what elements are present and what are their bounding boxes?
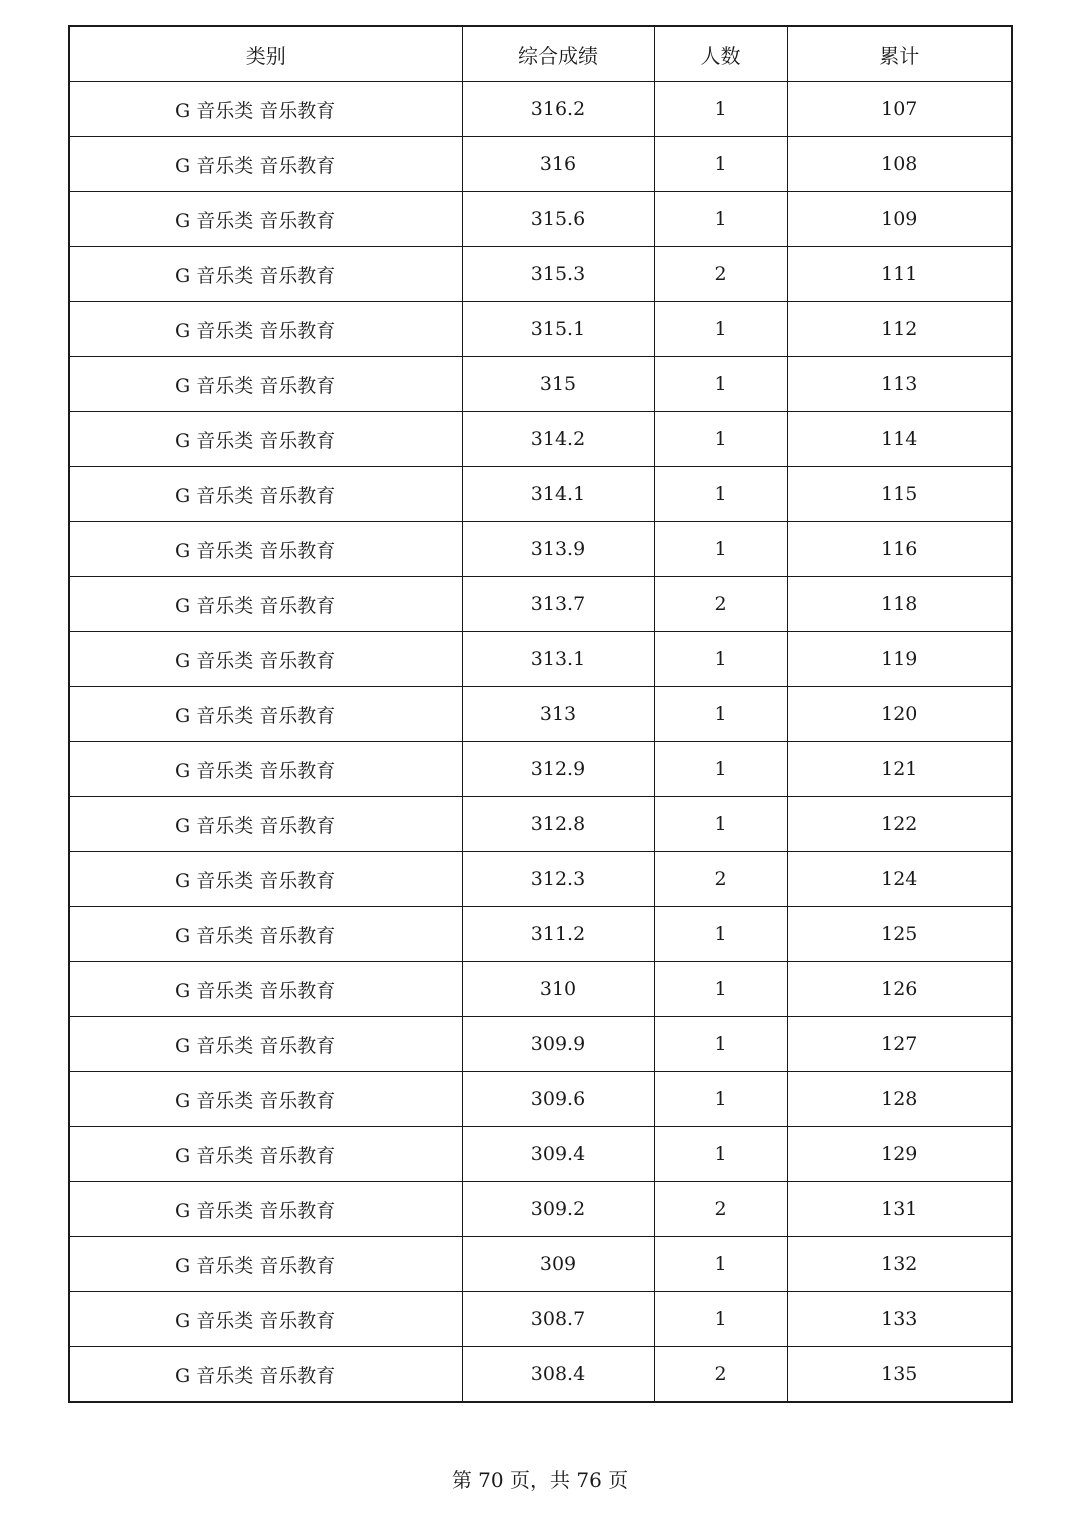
cell-score: 313.1: [462, 632, 654, 687]
cell-cumulative: 109: [787, 192, 1012, 247]
cell-category: G 音乐类 音乐教育: [69, 577, 462, 632]
table-row: [69, 1347, 1012, 1403]
cell-count: 1: [654, 302, 787, 357]
table-row: [69, 82, 1012, 137]
cell-score: 315.1: [462, 302, 654, 357]
table-row: [69, 522, 1012, 577]
header-cumulative: 累计: [787, 26, 1012, 82]
cell-category: G 音乐类 音乐教育: [69, 797, 462, 852]
cell-category: G 音乐类 音乐教育: [69, 522, 462, 577]
cell-count: 1: [654, 82, 787, 137]
cell-cumulative: 132: [787, 1237, 1012, 1292]
cell-category: G 音乐类 音乐教育: [69, 192, 462, 247]
table-row: [69, 907, 1012, 962]
table-row: [69, 192, 1012, 247]
cell-category: G 音乐类 音乐教育: [69, 82, 462, 137]
cell-score: 309.9: [462, 1017, 654, 1072]
cell-category: G 音乐类 音乐教育: [69, 302, 462, 357]
cell-count: 1: [654, 412, 787, 467]
cell-count: 2: [654, 1347, 787, 1403]
cell-score: 309.4: [462, 1127, 654, 1182]
cell-cumulative: 113: [787, 357, 1012, 412]
table-row: [69, 1072, 1012, 1127]
cell-count: 1: [654, 742, 787, 797]
table-header: [69, 26, 1012, 82]
cell-cumulative: 127: [787, 1017, 1012, 1072]
cell-score: 308.7: [462, 1292, 654, 1347]
cell-category: G 音乐类 音乐教育: [69, 1072, 462, 1127]
table-row: [69, 1182, 1012, 1237]
cell-category: G 音乐类 音乐教育: [69, 687, 462, 742]
cell-score: 316: [462, 137, 654, 192]
cell-score: 309: [462, 1237, 654, 1292]
table-row: [69, 742, 1012, 797]
cell-cumulative: 128: [787, 1072, 1012, 1127]
cell-cumulative: 118: [787, 577, 1012, 632]
cell-cumulative: 114: [787, 412, 1012, 467]
table-row: [69, 687, 1012, 742]
table-row: [69, 412, 1012, 467]
cell-count: 1: [654, 192, 787, 247]
table-row: [69, 357, 1012, 412]
cell-count: 1: [654, 467, 787, 522]
cell-score: 312.8: [462, 797, 654, 852]
cell-score: 311.2: [462, 907, 654, 962]
cell-category: G 音乐类 音乐教育: [69, 1127, 462, 1182]
table-row: [69, 962, 1012, 1017]
cell-cumulative: 131: [787, 1182, 1012, 1237]
table-row: [69, 1237, 1012, 1292]
cell-score: 310: [462, 962, 654, 1017]
cell-count: 1: [654, 1017, 787, 1072]
cell-score: 315.3: [462, 247, 654, 302]
cell-score: 312.9: [462, 742, 654, 797]
header-category: 类别: [69, 26, 462, 82]
cell-score: 312.3: [462, 852, 654, 907]
cell-category: G 音乐类 音乐教育: [69, 1237, 462, 1292]
cell-count: 1: [654, 1072, 787, 1127]
cell-cumulative: 111: [787, 247, 1012, 302]
header-count: 人数: [654, 26, 787, 82]
cell-category: G 音乐类 音乐教育: [69, 1182, 462, 1237]
cell-category: G 音乐类 音乐教育: [69, 742, 462, 797]
cell-count: 1: [654, 962, 787, 1017]
cell-score: 314.2: [462, 412, 654, 467]
cell-count: 1: [654, 632, 787, 687]
table-row: [69, 632, 1012, 687]
cell-score: 316.2: [462, 82, 654, 137]
cell-category: G 音乐类 音乐教育: [69, 137, 462, 192]
cell-count: 2: [654, 852, 787, 907]
cell-score: 313: [462, 687, 654, 742]
cell-score: 309.2: [462, 1182, 654, 1237]
cell-cumulative: 107: [787, 82, 1012, 137]
cell-category: G 音乐类 音乐教育: [69, 1347, 462, 1403]
cell-cumulative: 133: [787, 1292, 1012, 1347]
header-row: [69, 26, 1012, 82]
cell-score: 313.7: [462, 577, 654, 632]
table-row: [69, 247, 1012, 302]
cell-count: 1: [654, 522, 787, 577]
cell-category: G 音乐类 音乐教育: [69, 1017, 462, 1072]
cell-category: G 音乐类 音乐教育: [69, 247, 462, 302]
cell-count: 2: [654, 1182, 787, 1237]
cell-cumulative: 129: [787, 1127, 1012, 1182]
table-row: [69, 1127, 1012, 1182]
table-row: [69, 1292, 1012, 1347]
cell-cumulative: 122: [787, 797, 1012, 852]
cell-score: 315: [462, 357, 654, 412]
cell-category: G 音乐类 音乐教育: [69, 852, 462, 907]
table-row: [69, 577, 1012, 632]
cell-cumulative: 121: [787, 742, 1012, 797]
table-row: [69, 852, 1012, 907]
cell-cumulative: 126: [787, 962, 1012, 1017]
cell-count: 1: [654, 797, 787, 852]
cell-category: G 音乐类 音乐教育: [69, 467, 462, 522]
cell-score: 313.9: [462, 522, 654, 577]
cell-category: G 音乐类 音乐教育: [69, 632, 462, 687]
cell-score: 315.6: [462, 192, 654, 247]
cell-score: 308.4: [462, 1347, 654, 1403]
cell-score: 309.6: [462, 1072, 654, 1127]
cell-cumulative: 115: [787, 467, 1012, 522]
header-score: 综合成绩: [462, 26, 654, 82]
table-row: [69, 302, 1012, 357]
cell-cumulative: 119: [787, 632, 1012, 687]
cell-category: G 音乐类 音乐教育: [69, 1292, 462, 1347]
cell-cumulative: 108: [787, 137, 1012, 192]
table-row: [69, 797, 1012, 852]
cell-count: 2: [654, 577, 787, 632]
cell-count: 1: [654, 687, 787, 742]
cell-category: G 音乐类 音乐教育: [69, 357, 462, 412]
cell-score: 314.1: [462, 467, 654, 522]
cell-cumulative: 120: [787, 687, 1012, 742]
table-row: [69, 1017, 1012, 1072]
cell-cumulative: 135: [787, 1347, 1012, 1403]
cell-cumulative: 116: [787, 522, 1012, 577]
cell-count: 1: [654, 137, 787, 192]
cell-count: 1: [654, 1292, 787, 1347]
table-row: [69, 137, 1012, 192]
cell-count: 1: [654, 907, 787, 962]
cell-category: G 音乐类 音乐教育: [69, 412, 462, 467]
cell-count: 1: [654, 1127, 787, 1182]
cell-category: G 音乐类 音乐教育: [69, 907, 462, 962]
cell-cumulative: 124: [787, 852, 1012, 907]
cell-category: G 音乐类 音乐教育: [69, 962, 462, 1017]
table-body: [69, 82, 1012, 1403]
score-table: [68, 25, 1013, 1403]
cell-cumulative: 125: [787, 907, 1012, 962]
cell-count: 1: [654, 357, 787, 412]
cell-count: 2: [654, 247, 787, 302]
cell-cumulative: 112: [787, 302, 1012, 357]
page-number-footer: 第 70 页，共 76 页: [451, 1468, 629, 1492]
cell-count: 1: [654, 1237, 787, 1292]
table-row: [69, 467, 1012, 522]
